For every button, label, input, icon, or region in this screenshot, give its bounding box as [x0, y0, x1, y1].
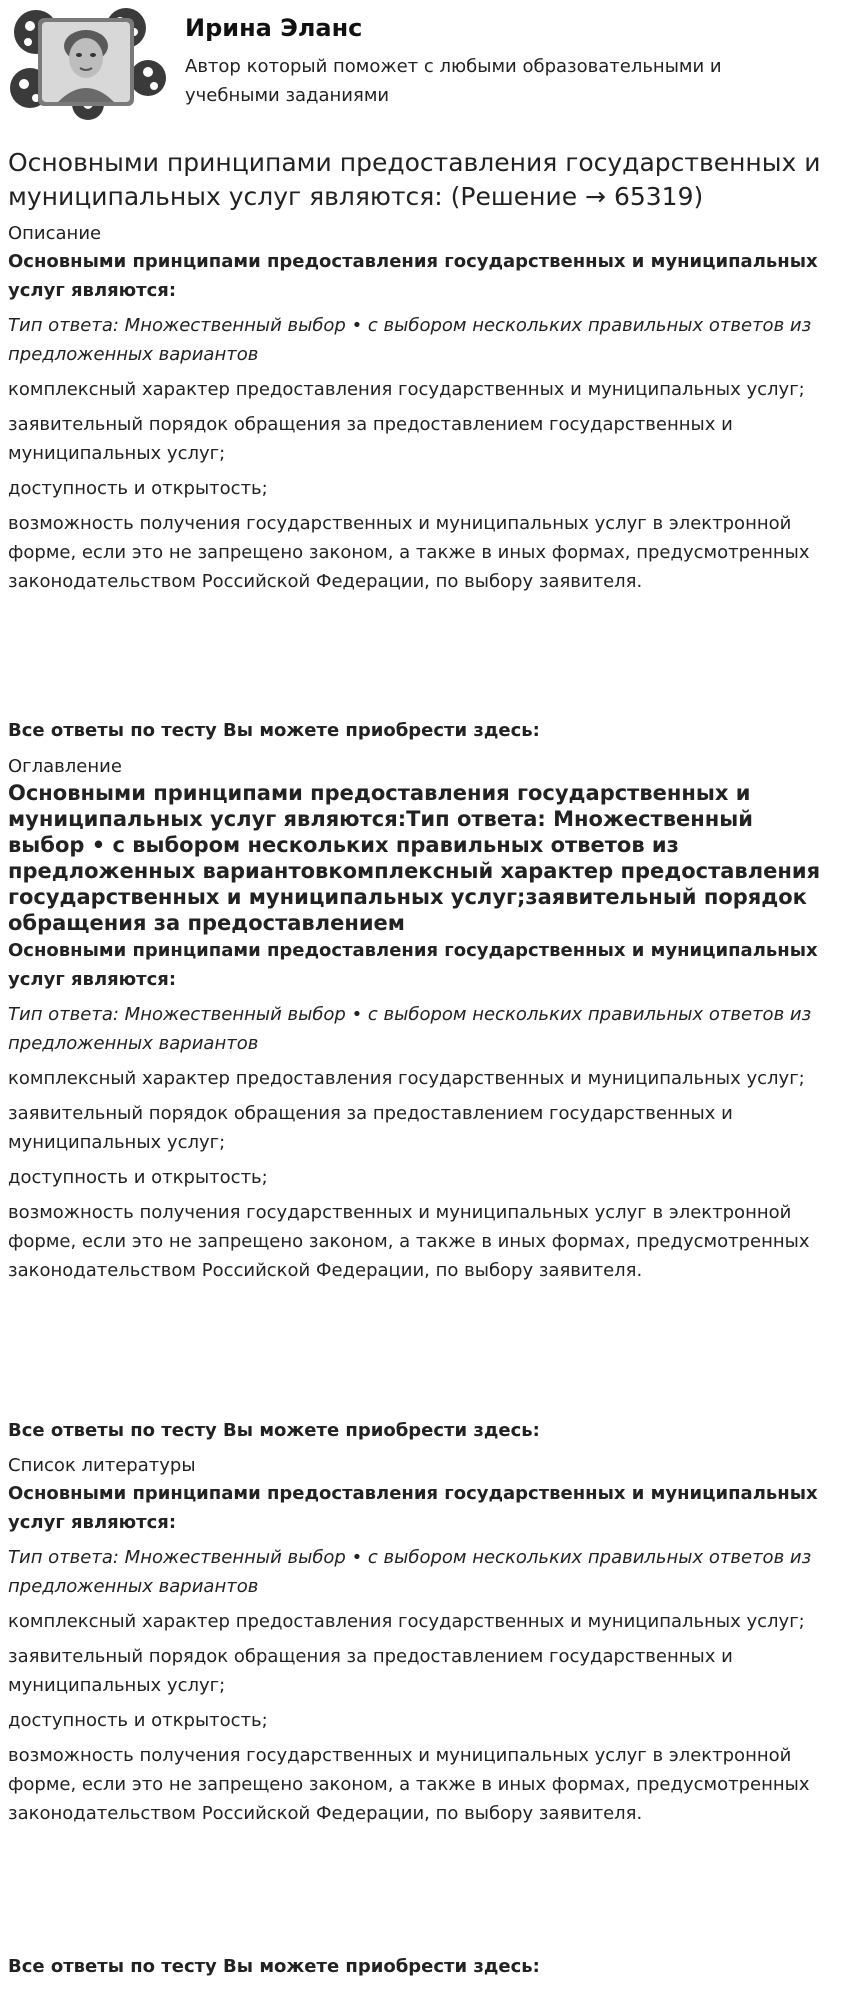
- option-item: комплексный характер предоставления государственных и муниципальных услуг;: [8, 379, 805, 400]
- option-item: комплексный характер предоставления государственных и муниципальных услуг;: [8, 1068, 805, 1089]
- author-name[interactable]: Ирина Эланс: [185, 14, 363, 42]
- question-text: Основными принципами предоставления государственных и муниципальных услуг являются:: [8, 940, 818, 990]
- answer-type: Тип ответа: Множественный выбор • с выбором нескольких правильных ответов из предложенных вариантов: [8, 1547, 812, 1597]
- option-item: доступность и открытость;: [8, 1167, 268, 1188]
- buy-answers-text: Все ответы по тесту Вы можете приобрести здесь:: [8, 1956, 540, 1977]
- literature-section: [8, 1453, 836, 1828]
- question-text: Основными принципами предоставления государственных и муниципальных услуг являются:: [8, 251, 818, 301]
- avatar[interactable]: [8, 8, 168, 120]
- section-label-literature: Список литературы: [8, 1455, 196, 1476]
- toc-heading: Основными принципами предоставления государственных и муниципальных услуг являются:Тип ответа: Множественный выбор • с выбором нескольких правильных ответов из предложенных вариантовкомплексный характер предоставления государственных и муниципальных услуг;заявительный порядок обращения за предоставлением: [8, 781, 821, 935]
- option-item: возможность получения государственных и муниципальных услуг в электронной форме, если это не запрещено законом, а также в иных формах, предусмотренных законодательством Российской Федерации, по выбору заявителя.: [8, 513, 810, 592]
- toc-section: [8, 754, 836, 1285]
- page-title: Основными принципами предоставления государственных и муниципальных услуг являются: (Решение → 65319): [8, 148, 821, 211]
- buy-answers-text: Все ответы по тесту Вы можете приобрести здесь:: [8, 1420, 540, 1441]
- answer-type: Тип ответа: Множественный выбор • с выбором нескольких правильных ответов из предложенных вариантов: [8, 315, 812, 365]
- option-item: заявительный порядок обращения за предоставлением государственных и муниципальных услуг;: [8, 1103, 733, 1153]
- option-item: возможность получения государственных и муниципальных услуг в электронной форме, если это не запрещено законом, а также в иных формах, предусмотренных законодательством Российской Федерации, по выбору заявителя.: [8, 1745, 810, 1824]
- question-text: Основными принципами предоставления государственных и муниципальных услуг являются:: [8, 1483, 818, 1533]
- answer-type: Тип ответа: Множественный выбор • с выбором нескольких правильных ответов из предложенных вариантов: [8, 1004, 812, 1054]
- author-description: Автор который поможет с любыми образовательными и учебными заданиями: [185, 56, 722, 106]
- option-item: доступность и открытость;: [8, 1710, 268, 1731]
- buy-answers-text: Все ответы по тесту Вы можете приобрести здесь:: [8, 720, 540, 741]
- section-label-description: Описание: [8, 223, 102, 244]
- description-section: [8, 221, 836, 596]
- author-card: [8, 8, 828, 120]
- option-item: возможность получения государственных и муниципальных услуг в электронной форме, если это не запрещено законом, а также в иных формах, предусмотренных законодательством Российской Федерации, по выбору заявителя.: [8, 1202, 810, 1281]
- option-item: доступность и открытость;: [8, 478, 268, 499]
- option-item: заявительный порядок обращения за предоставлением государственных и муниципальных услуг;: [8, 414, 733, 464]
- option-item: комплексный характер предоставления государственных и муниципальных услуг;: [8, 1611, 805, 1632]
- section-label-toc: Оглавление: [8, 756, 122, 777]
- option-item: заявительный порядок обращения за предоставлением государственных и муниципальных услуг;: [8, 1646, 733, 1696]
